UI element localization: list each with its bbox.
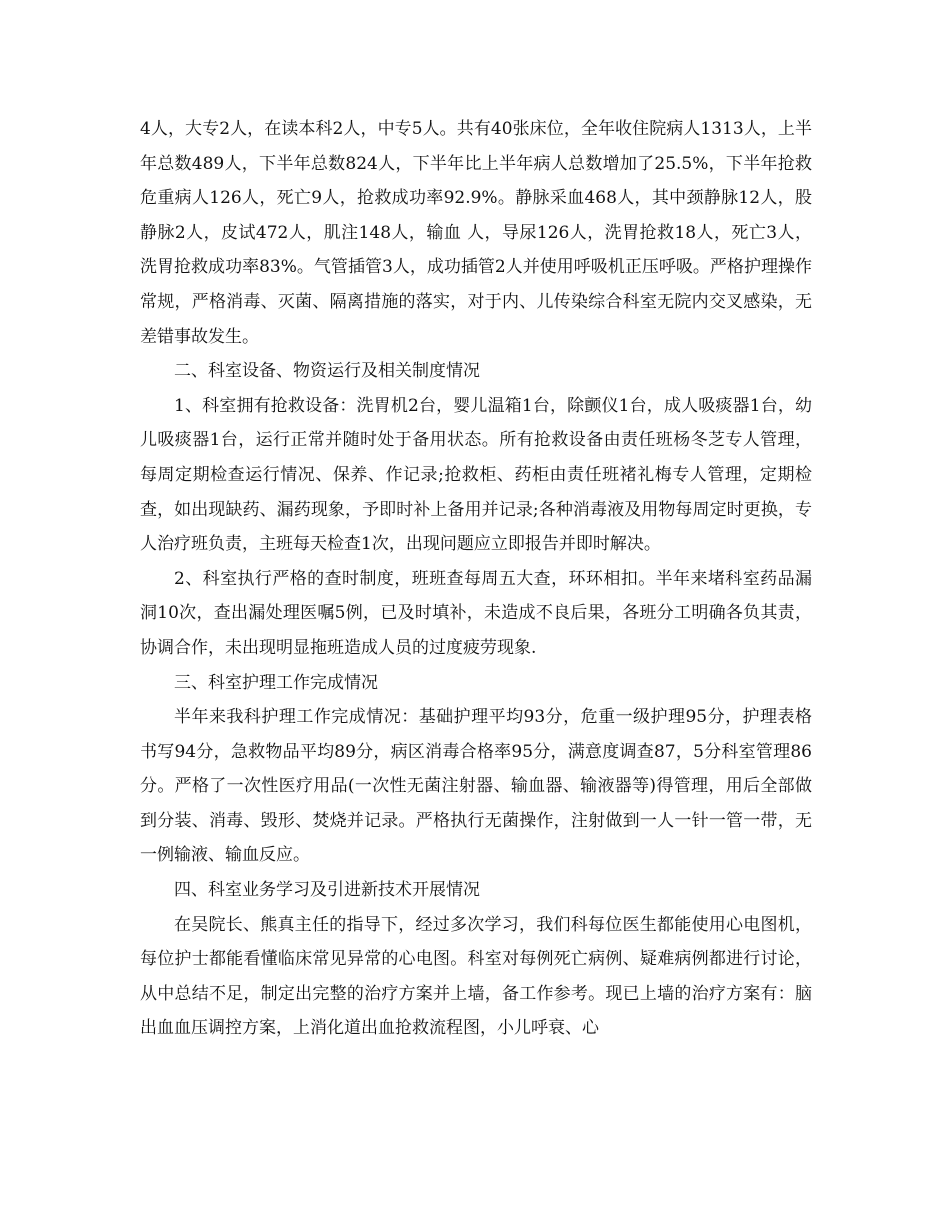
paragraph-inspection-system: 2、科室执行严格的查时制度，班班查每周五大查，环环相扣。半年来堵科室药品漏洞10次，查出漏处理医嘱5例，已及时填补，未造成不良后果，各班分工明确各负其责，协调合作，未出现明显拖班造成人员的过度疲劳现象. bbox=[140, 568, 812, 658]
paragraph-nursing-scores: 半年来我科护理工作完成情况：基础护理平均93分，危重一级护理95分，护理表格书写94分，急救物品平均89分，病区消毒合格率95分，满意度调查87，5分科室管理86分。严格了一次性医疗用品(一次性无菌注射器、输血器、输液器等)得管理，用后全部做到分装、消毒、毁形、焚烧并记录。严格执行无菌操作，注射做到一人一针一管一带，无一例输液、输血反应。 bbox=[140, 707, 812, 866]
paragraph-staff-and-patient-statistics: 4人，大专2人，在读本科2人，中专5人。共有40张床位，全年收住院病人1313人，上半年总数489人，下半年总数824人，下半年比上半年病人总数增加了25.5%，下半年抢救危重病人126人，死亡9人，抢救成功率92.9%。静脉采血468人，其中颈静脉12人，股静脉2人，皮试472人，肌注148人，输血 人，导尿126人，洗胃抢救18人，死亡3人，洗胃抢救成功率83%。气管插管3人，成功插管2人并使用呼吸机正压呼吸。严格护理操作常规，严格消毒、灭菌、隔离措施的落实，对于内、儿传染综合科室无院内交叉感染，无差错事故发生。 bbox=[140, 119, 812, 347]
section-heading-nursing-work: 三、科室护理工作完成情况 bbox=[174, 672, 378, 693]
document-body bbox=[140, 112, 812, 1046]
section-heading-training: 四、科室业务学习及引进新技术开展情况 bbox=[174, 880, 480, 901]
section-heading-equipment: 二、科室设备、物资运行及相关制度情况 bbox=[174, 361, 480, 382]
paragraph-training-and-techniques: 在吴院长、熊真主任的指导下，经过多次学习，我们科每位医生都能使用心电图机，每位护士都能看懂临床常见异常的心电图。科室对每例死亡病例、疑难病例都进行讨论，从中总结不足，制定出完整的治疗方案并上墙，备工作参考。现已上墙的治疗方案有：脑出血血压调控方案，上消化道出血抢救流程图，小儿呼衰、心 bbox=[140, 914, 812, 1039]
paragraph-rescue-equipment: 1、科室拥有抢救设备：洗胃机2台，婴儿温箱1台，除颤仪1台，成人吸痰器1台，幼儿吸痰器1台，运行正常并随时处于备用状态。所有抢救设备由责任班杨冬芝专人管理，每周定期检查运行情况、保养、作记录;抢救柜、药柜由责任班褚礼梅专人管理，定期检查，如出现缺药、漏药现象，予即时补上备用并记录;各种消毒液及用物每周定时更换，专人治疗班负责，主班每天检查1次，出现问题应立即报告并即时解决。 bbox=[140, 395, 812, 555]
